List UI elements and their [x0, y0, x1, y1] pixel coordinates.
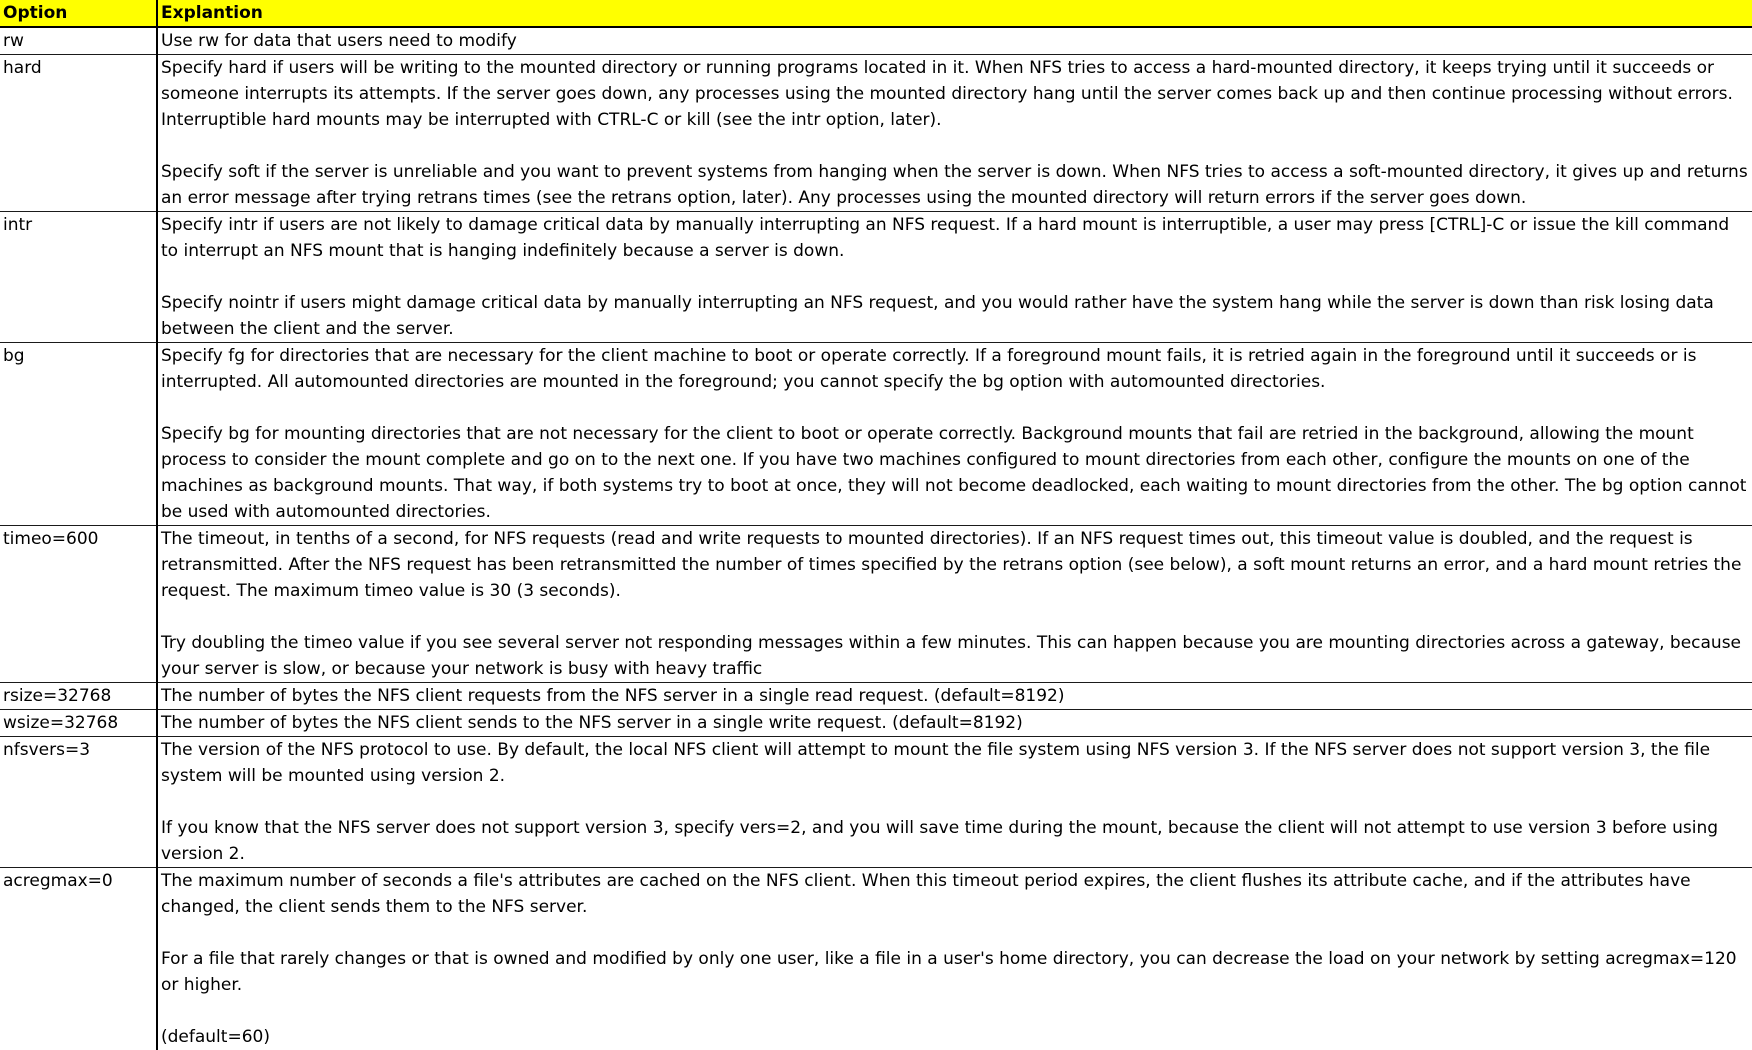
table-row: [0, 526, 1752, 683]
table-row: [0, 27, 1752, 55]
paragraph-spacer: [161, 998, 1749, 1024]
option-cell[interactable]: rw: [0, 27, 157, 55]
explanation-cell[interactable]: [157, 737, 1752, 868]
explanation-paragraph: The version of the NFS protocol to use. By default, the local NFS client will attempt to mount the file system using NFS version 3. If the NFS server does not support version 3, the file system will be mounted using version 2.: [161, 737, 1749, 789]
paragraph-spacer: [161, 604, 1749, 630]
explanation-paragraph: (default=60): [161, 1024, 1749, 1050]
explanation-cell[interactable]: [157, 683, 1752, 710]
explanation-cell[interactable]: [157, 526, 1752, 683]
paragraph-spacer: [161, 133, 1749, 159]
option-cell[interactable]: rsize=32768: [0, 683, 157, 710]
table-row: [0, 55, 1752, 212]
option-cell[interactable]: timeo=600: [0, 526, 157, 683]
paragraph-spacer: [161, 920, 1749, 946]
table-row: [0, 212, 1752, 343]
table-row: [0, 343, 1752, 526]
paragraph-spacer: [161, 395, 1749, 421]
explanation-paragraph: Use rw for data that users need to modify: [161, 28, 1749, 54]
explanation-paragraph: The number of bytes the NFS client requests from the NFS server in a single read request. (default=8192): [161, 683, 1749, 709]
explanation-paragraph: Specify hard if users will be writing to the mounted directory or running programs located in it. When NFS tries to access a hard-mounted directory, it keeps trying until it succeeds or someone interrupts its attempts. If the server goes down, any processes using the mounted directory hang until the server comes back up and then continue processing without errors. Interruptible hard mounts may be interrupted with CTRL-C or kill (see the intr option, later).: [161, 55, 1749, 133]
explanation-paragraph: The maximum number of seconds a file's attributes are cached on the NFS client. When this timeout period expires, the client flushes its attribute cache, and if the attributes have changed, the client sends them to the NFS server.: [161, 868, 1749, 920]
explanation-cell[interactable]: [157, 55, 1752, 212]
option-cell[interactable]: bg: [0, 343, 157, 526]
explanation-paragraph: Specify soft if the server is unreliable and you want to prevent systems from hanging when the server is down. When NFS tries to access a soft-mounted directory, it gives up and returns an error message after trying retrans times (see the retrans option, later). Any processes using the mounted directory will return errors if the server goes down.: [161, 159, 1749, 211]
explanation-paragraph: Specify nointr if users might damage critical data by manually interrupting an NFS request, and you would rather have the system hang while the server is down than risk losing data between the client and the server.: [161, 290, 1749, 342]
option-cell[interactable]: wsize=32768: [0, 710, 157, 737]
option-column-header[interactable]: Option: [0, 0, 157, 27]
explanation-paragraph: Try doubling the timeo value if you see several server not responding messages within a few minutes. This can happen because you are mounting directories across a gateway, because your server is slow, or because your network is busy with heavy traffic: [161, 630, 1749, 682]
explanation-paragraph: If you know that the NFS server does not support version 3, specify vers=2, and you will save time during the mount, because the client will not attempt to use version 3 before using version 2.: [161, 815, 1749, 867]
table-body: [0, 27, 1752, 1050]
option-cell[interactable]: acregmax=0: [0, 868, 157, 1050]
explanation-paragraph: The timeout, in tenths of a second, for NFS requests (read and write requests to mounted directories). If an NFS request times out, this timeout value is doubled, and the request is retransmitted. After the NFS request has been retransmitted the number of times specified by the retrans option (see below), a soft mount returns an error, and a hard mount retries the request. The maximum timeo value is 30 (3 seconds).: [161, 526, 1749, 604]
table-row: [0, 683, 1752, 710]
header-row: [0, 0, 1752, 27]
explanation-column-header[interactable]: Explantion: [157, 0, 1752, 27]
option-cell[interactable]: nfsvers=3: [0, 737, 157, 868]
explanation-paragraph: Specify intr if users are not likely to damage critical data by manually interrupting an NFS request. If a hard mount is interruptible, a user may press [CTRL]-C or issue the kill command to interrupt an NFS mount that is hanging indefinitely because a server is down.: [161, 212, 1749, 264]
option-cell[interactable]: intr: [0, 212, 157, 343]
explanation-paragraph: Specify bg for mounting directories that are not necessary for the client to boot or operate correctly. Background mounts that fail are retried in the background, allowing the mount process to consider the mount complete and go on to the next one. If you have two machines configured to mount directories from each other, configure the mounts on one of the machines as background mounts. That way, if both systems try to boot at once, they will not become deadlocked, each waiting to mount directories from the other. The bg option cannot be used with automounted directories.: [161, 421, 1749, 525]
explanation-cell[interactable]: [157, 710, 1752, 737]
table-row: [0, 868, 1752, 1050]
table-row: [0, 710, 1752, 737]
explanation-paragraph: Specify fg for directories that are necessary for the client machine to boot or operate correctly. If a foreground mount fails, it is retried again in the foreground until it succeeds or is interrupted. All automounted directories are mounted in the foreground; you cannot specify the bg option with automounted directories.: [161, 343, 1749, 395]
explanation-paragraph: The number of bytes the NFS client sends to the NFS server in a single write request. (default=8192): [161, 710, 1749, 736]
paragraph-spacer: [161, 264, 1749, 290]
explanation-cell[interactable]: [157, 343, 1752, 526]
table-row: [0, 737, 1752, 868]
explanation-paragraph: For a file that rarely changes or that is owned and modified by only one user, like a file in a user's home directory, you can decrease the load on your network by setting acregmax=120 or higher.: [161, 946, 1749, 998]
explanation-cell[interactable]: [157, 212, 1752, 343]
explanation-cell[interactable]: [157, 868, 1752, 1050]
paragraph-spacer: [161, 789, 1749, 815]
option-cell[interactable]: hard: [0, 55, 157, 212]
explanation-cell[interactable]: [157, 27, 1752, 55]
